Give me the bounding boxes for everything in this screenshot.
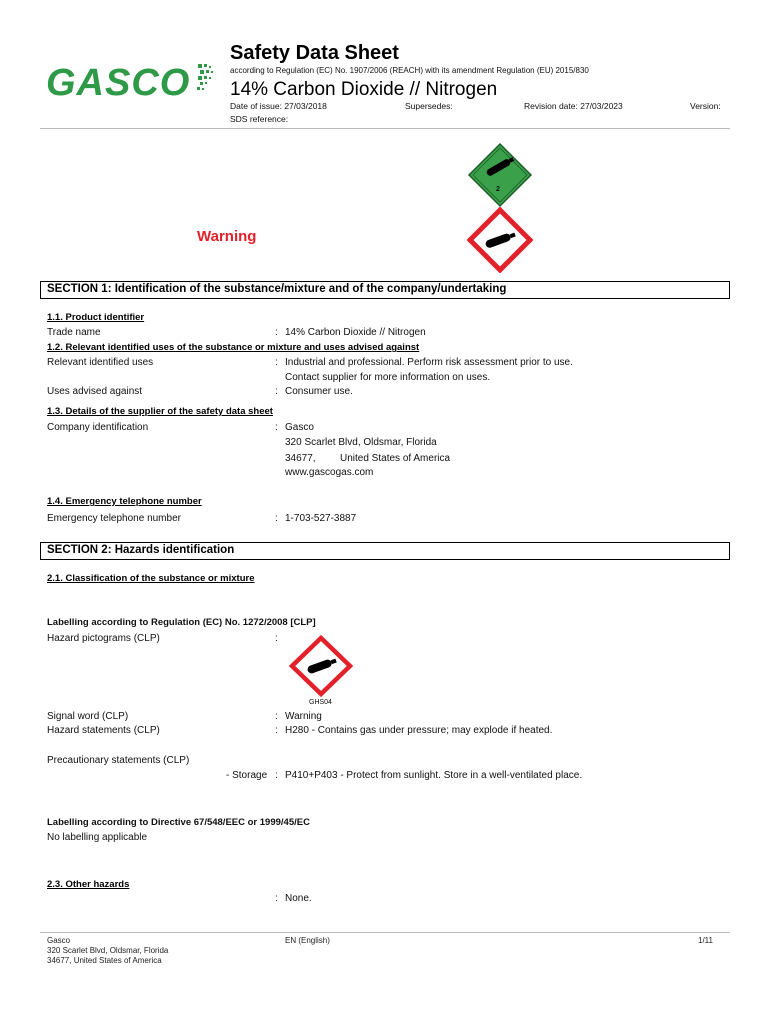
hazard-statements-label: Hazard statements (CLP) <box>47 725 160 736</box>
storage-label: - Storage <box>226 770 268 781</box>
product-name-heading: 14% Carbon Dioxide // Nitrogen <box>230 79 498 100</box>
company-zip: 34677, <box>285 453 316 464</box>
document-title: Safety Data Sheet <box>230 42 399 64</box>
signal-word-warning: Warning <box>197 228 257 245</box>
colon: : <box>275 725 278 736</box>
ghs04-pictogram-icon <box>288 635 354 697</box>
header-divider <box>40 128 730 129</box>
other-hazards-value: None. <box>285 893 312 904</box>
company-country: United States of America <box>340 453 451 464</box>
footer-divider <box>40 932 730 933</box>
footer-company: Gasco <box>47 936 71 945</box>
clp-labelling-heading: Labelling according to Regulation (EC) No. 1272/2008 [CLP] <box>47 617 316 628</box>
company-street: 320 Scarlet Blvd, Oldsmar, Florida <box>285 437 437 448</box>
company-name: Gasco <box>285 422 314 433</box>
signal-word-value: Warning <box>285 711 322 722</box>
supplier-details-heading: 1.3. Details of the supplier of the safety data sheet <box>47 406 273 417</box>
transport-class-number: 2 <box>496 186 500 193</box>
uses-advised-value: Consumer use. <box>285 386 353 397</box>
colon: : <box>275 711 278 722</box>
product-identifier-heading: 1.1. Product identifier <box>47 312 145 323</box>
relevant-uses-line1: Industrial and professional. Perform risk assessment prior to use. <box>285 357 573 368</box>
section1-title: SECTION 1: Identification of the substance/mixture and of the company/undertaking <box>47 283 507 295</box>
relevant-uses-label: Relevant identified uses <box>47 357 154 368</box>
classification-heading: 2.1. Classification of the substance or mixture <box>47 573 255 584</box>
colon: : <box>275 386 278 397</box>
date-of-issue: Date of issue: 27/03/2018 <box>230 101 327 111</box>
logo-dots-icon <box>178 60 218 100</box>
regulation-reference: according to Regulation (EC) No. 1907/2006 (REACH) with its amendment Regulation (EU) 2015/830 <box>230 66 589 75</box>
footer-page-number: 1/11 <box>698 936 713 945</box>
emergency-label: Emergency telephone number <box>47 513 181 524</box>
section2-title: SECTION 2: Hazards identification <box>47 544 235 556</box>
hazard-pictograms-label: Hazard pictograms (CLP) <box>47 633 160 644</box>
directive-labelling-value: No labelling applicable <box>47 832 148 843</box>
colon: : <box>275 422 278 433</box>
transport-gas-cylinder-icon <box>467 142 533 208</box>
colon: : <box>275 327 278 338</box>
relevant-uses-heading: 1.2. Relevant identified uses of the substance or mixture and uses advised against <box>47 342 420 353</box>
hazard-statements-value: H280 - Contains gas under pressure; may explode if heated. <box>285 725 553 736</box>
colon: : <box>275 513 278 524</box>
other-hazards-heading: 2.3. Other hazards <box>47 879 130 890</box>
directive-labelling-heading: Labelling according to Directive 67/548/EEC or 1999/45/EC <box>47 817 310 828</box>
precautionary-statements-label: Precautionary statements (CLP) <box>47 755 190 766</box>
sds-reference: SDS reference: <box>230 114 289 124</box>
gasco-logo: GASCO <box>46 60 218 108</box>
section2-header <box>40 542 730 560</box>
trade-name-label: Trade name <box>47 327 101 338</box>
revision-date: Revision date: 27/03/2023 <box>524 101 623 111</box>
colon: : <box>275 893 278 904</box>
ghs04-gas-cylinder-icon <box>467 207 533 273</box>
colon: : <box>275 357 278 368</box>
colon: : <box>275 770 278 781</box>
section1-header <box>40 281 730 299</box>
footer-city: 34677, United States of America <box>47 956 162 965</box>
uses-advised-label: Uses advised against <box>47 386 143 397</box>
emergency-heading: 1.4. Emergency telephone number <box>47 496 202 507</box>
trade-name-value: 14% Carbon Dioxide // Nitrogen <box>285 327 426 338</box>
supersedes: Supersedes: <box>405 101 453 111</box>
company-website[interactable]: www.gascogas.com <box>285 467 374 478</box>
footer-street: 320 Scarlet Blvd, Oldsmar, Florida <box>47 946 169 955</box>
relevant-uses-line2: Contact supplier for more information on uses. <box>285 372 491 383</box>
colon: : <box>275 633 278 644</box>
footer-language: EN (English) <box>285 936 330 945</box>
company-identification-label: Company identification <box>47 422 149 433</box>
signal-word-label: Signal word (CLP) <box>47 711 129 722</box>
version: Version: <box>690 101 721 111</box>
emergency-number: 1-703-527-3887 <box>285 513 357 524</box>
ghs-code: GHS04 <box>309 699 332 706</box>
storage-value: P410+P403 - Protect from sunlight. Store in a well-ventilated place. <box>285 770 583 781</box>
